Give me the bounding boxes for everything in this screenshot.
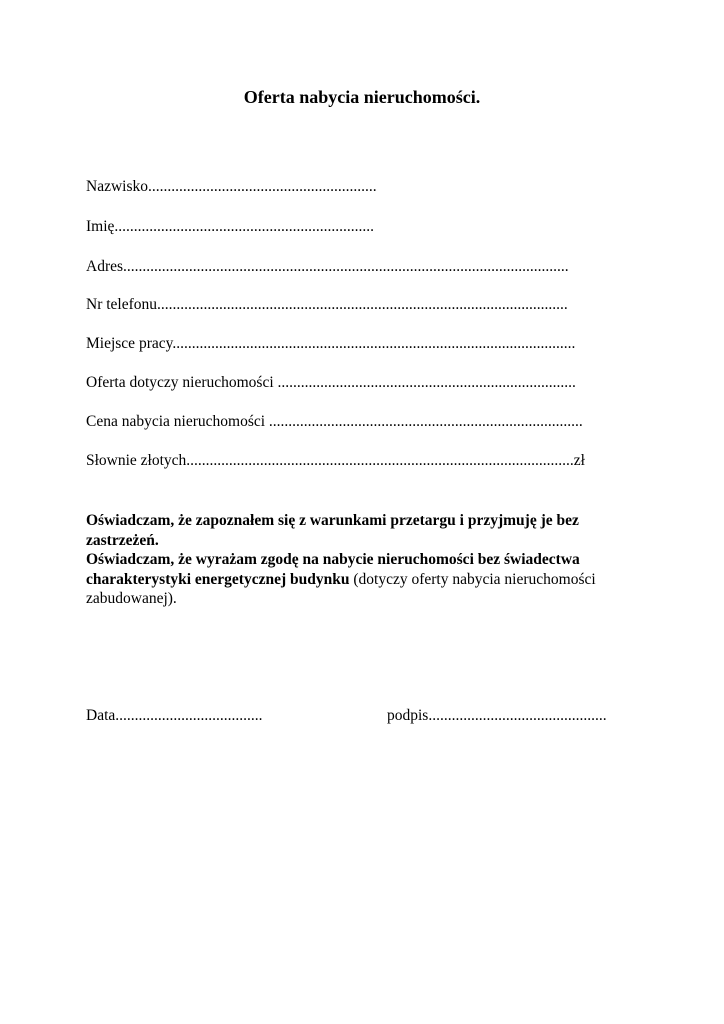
declaration-energy <box>86 550 646 609</box>
field-imie: Imię................................................................... <box>86 218 375 235</box>
field-oferta-dotyczy: Oferta dotyczy nieruchomości ............................................................................. <box>86 374 576 391</box>
declaration-energy-bold: Oświadczam, że wyrażam zgodę na nabycie nieruchomości bez świadectwa charakterystyki energetycznej budynku <box>86 551 580 588</box>
field-miejsce-pracy: Miejsce pracy........................................................................................................ <box>86 335 576 352</box>
document-title: Oferta nabycia nieruchomości. <box>243 87 481 107</box>
date-field: Data...................................... <box>86 707 263 724</box>
signature-field: podpis.............................................. <box>387 707 607 724</box>
declaration-terms: Oświadczam, że zapoznałem się z warunkami przetargu i przyjmuję je bez zastrzeżeń. <box>86 512 579 549</box>
field-cena-nabycia: Cena nabycia nieruchomości ................................................................................. <box>86 413 583 430</box>
field-slownie-zlotych: Słownie złotych....................................................................................................zł <box>86 452 585 469</box>
field-nazwisko: Nazwisko........................................................... <box>86 178 377 195</box>
field-adres: Adres................................................................................................................... <box>86 258 569 275</box>
field-nr-telefonu: Nr telefonu.......................................................................................................... <box>86 296 568 313</box>
declaration-block <box>86 511 646 609</box>
declaration-energy-note: (dotyczy oferty nabycia nieruchomości zabudowanej). <box>86 570 596 607</box>
